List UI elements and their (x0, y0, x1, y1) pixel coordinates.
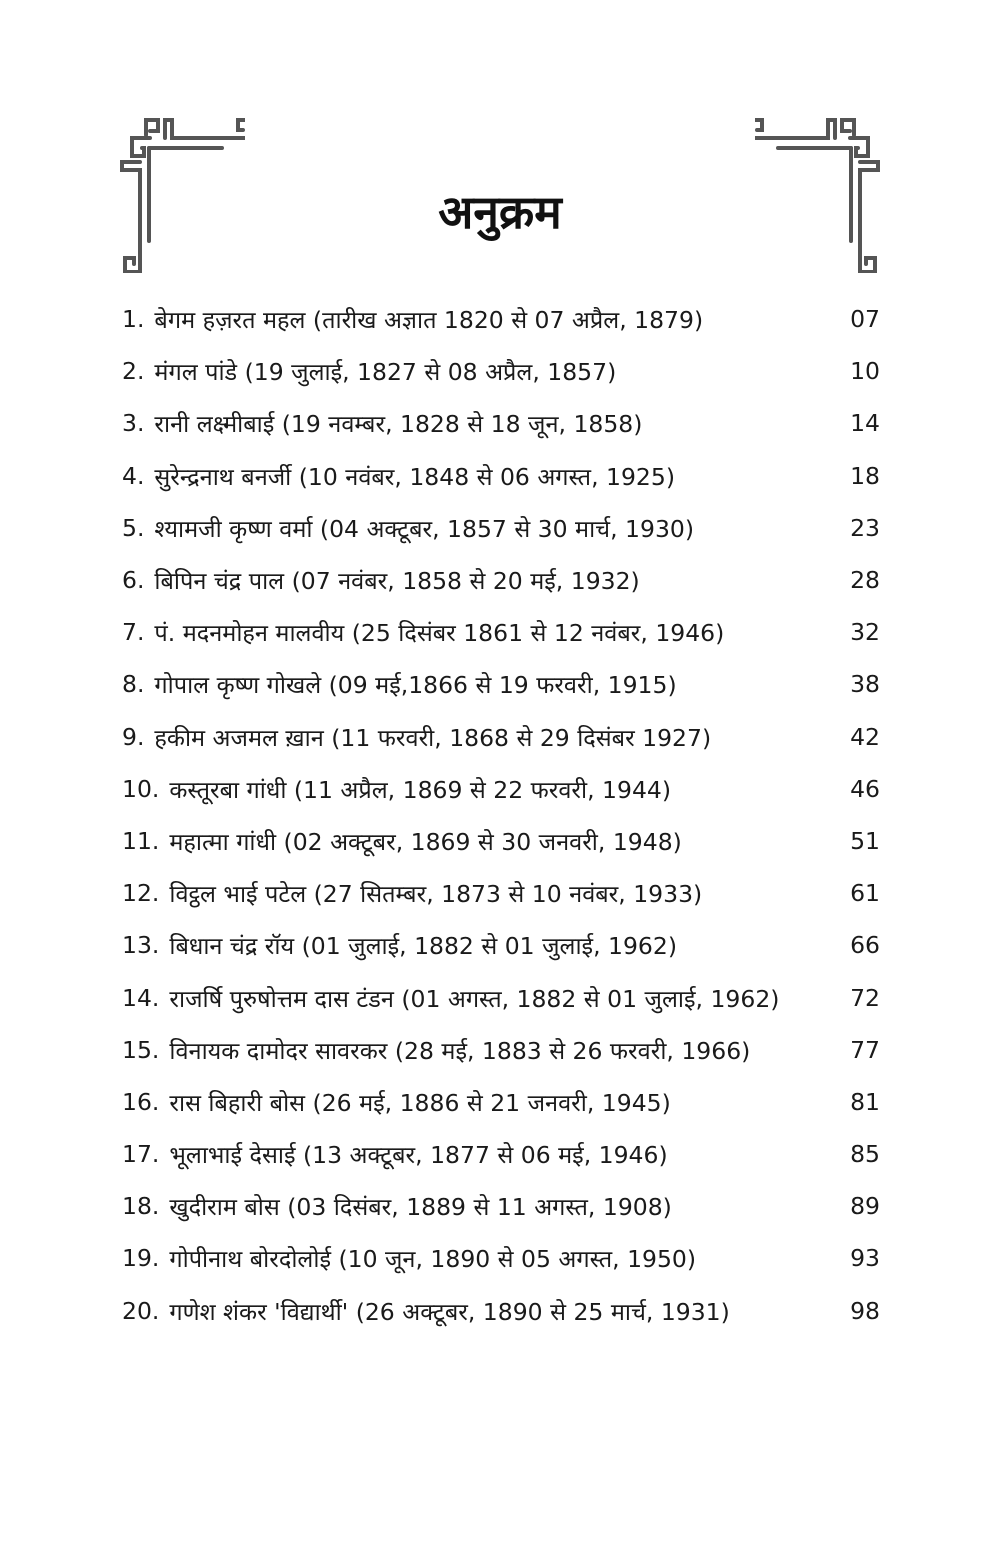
toc-entry[interactable] (122, 1285, 880, 1337)
entry-page-number: 81 (850, 1087, 880, 1116)
toc-entry[interactable] (122, 450, 880, 502)
entry-title: हकीम अजमल ख़ान (11 फरवरी, 1868 से 29 दिसंबर 1927) (154, 723, 712, 752)
entry-number: 13. (122, 931, 160, 960)
toc-entry[interactable] (122, 345, 880, 397)
toc-entry[interactable] (122, 1024, 880, 1076)
entry-title: पं. मदनमोहन मालवीय (25 दिसंबर 1861 से 12 नवंबर, 1946) (154, 619, 725, 648)
entry-number: 5. (122, 513, 145, 542)
entry-number: 12. (122, 879, 160, 908)
toc-entry[interactable] (122, 763, 880, 815)
toc-entry[interactable] (122, 658, 880, 710)
toc-entry[interactable] (122, 1128, 880, 1180)
entry-title: रानी लक्ष्मीबाई (19 नवम्बर, 1828 से 18 जून, 1858) (154, 410, 643, 439)
toc-entry[interactable] (122, 502, 880, 554)
entry-number: 1. (122, 305, 145, 334)
entry-title: भूलाभाई देसाई (13 अक्टूबर, 1877 से 06 मई, 1946) (169, 1141, 668, 1170)
entry-number: 7. (122, 618, 145, 647)
entry-number: 18. (122, 1192, 160, 1221)
entry-number: 2. (122, 357, 145, 386)
entry-page-number: 42 (850, 722, 880, 751)
entry-page-number: 23 (850, 513, 880, 542)
entry-title: गणेश शंकर 'विद्यार्थी' (26 अक्टूबर, 1890 से 25 मार्च, 1931) (169, 1297, 730, 1326)
entry-page-number: 98 (850, 1296, 880, 1325)
table-of-contents (122, 293, 880, 1337)
entry-title: बिधान चंद्र रॉय (01 जुलाई, 1882 से 01 जुलाई, 1962) (169, 932, 677, 961)
entry-page-number: 72 (850, 983, 880, 1012)
toc-entry[interactable] (122, 815, 880, 867)
entry-number: 17. (122, 1140, 160, 1169)
entry-page-number: 46 (850, 774, 880, 803)
entry-page-number: 61 (850, 879, 880, 908)
toc-entry[interactable] (122, 919, 880, 971)
entry-title: राजर्षि पुरुषोत्तम दास टंडन (01 अगस्त, 1882 से 01 जुलाई, 1962) (169, 984, 780, 1013)
entry-page-number: 28 (850, 566, 880, 595)
entry-title: रास बिहारी बोस (26 मई, 1886 से 21 जनवरी, 1945) (169, 1088, 671, 1117)
entry-number: 8. (122, 670, 145, 699)
entry-number: 14. (122, 983, 160, 1012)
entry-number: 19. (122, 1244, 160, 1273)
toc-entry[interactable] (122, 1180, 880, 1232)
entry-page-number: 14 (850, 409, 880, 438)
toc-entry[interactable] (122, 867, 880, 919)
entry-title: खुदीराम बोस (03 दिसंबर, 1889 से 11 अगस्त, 1908) (169, 1193, 672, 1222)
page-title: अनुक्रम (438, 185, 562, 239)
entry-page-number: 66 (850, 931, 880, 960)
entry-page-number: 07 (850, 305, 880, 334)
toc-entry[interactable] (122, 293, 880, 345)
entry-title: गोपीनाथ बोरदोलोई (10 जून, 1890 से 05 अगस्त, 1950) (169, 1245, 697, 1274)
entry-title: मंगल पांडे (19 जुलाई, 1827 से 08 अप्रैल, 1857) (154, 358, 617, 387)
entry-page-number: 77 (850, 1035, 880, 1064)
entry-title: सुरेन्द्रनाथ बनर्जी (10 नवंबर, 1848 से 06 अगस्त, 1925) (154, 462, 675, 491)
entry-page-number: 18 (850, 461, 880, 490)
entry-title: विनायक दामोदर सावरकर (28 मई, 1883 से 26 फरवरी, 1966) (169, 1036, 751, 1065)
entry-page-number: 89 (850, 1192, 880, 1221)
entry-page-number: 93 (850, 1244, 880, 1273)
toc-entry[interactable] (122, 1076, 880, 1128)
toc-entry[interactable] (122, 606, 880, 658)
entry-number: 15. (122, 1035, 160, 1064)
entry-title: बिपिन चंद्र पाल (07 नवंबर, 1858 से 20 मई, 1932) (154, 567, 640, 596)
entry-title: विट्ठल भाई पटेल (27 सितम्बर, 1873 से 10 नवंबर, 1933) (169, 880, 703, 909)
entry-title: महात्मा गांधी (02 अक्टूबर, 1869 से 30 जनवरी, 1948) (169, 827, 682, 856)
toc-entry[interactable] (122, 711, 880, 763)
entry-number: 6. (122, 566, 145, 595)
toc-entry[interactable] (122, 1232, 880, 1284)
entry-number: 9. (122, 722, 145, 751)
toc-entry[interactable] (122, 397, 880, 449)
entry-page-number: 32 (850, 618, 880, 647)
entry-number: 16. (122, 1087, 160, 1116)
entry-title: श्यामजी कृष्ण वर्मा (04 अक्टूबर, 1857 से 30 मार्च, 1930) (154, 514, 695, 543)
entry-page-number: 38 (850, 670, 880, 699)
entry-page-number: 85 (850, 1140, 880, 1169)
entry-page-number: 10 (850, 357, 880, 386)
entry-number: 10. (122, 774, 160, 803)
entry-number: 11. (122, 826, 160, 855)
entry-title: गोपाल कृष्ण गोखले (09 मई,1866 से 19 फरवरी, 1915) (154, 671, 677, 700)
entry-title: कस्तूरबा गांधी (11 अप्रैल, 1869 से 22 फरवरी, 1944) (169, 775, 672, 804)
entry-number: 4. (122, 461, 145, 490)
toc-entry[interactable] (122, 971, 880, 1023)
entry-title: बेगम हज़रत महल (तारीख अज्ञात 1820 से 07 अप्रैल, 1879) (154, 306, 704, 335)
entry-number: 3. (122, 409, 145, 438)
entry-page-number: 51 (850, 826, 880, 855)
toc-entry[interactable] (122, 554, 880, 606)
entry-number: 20. (122, 1296, 160, 1325)
